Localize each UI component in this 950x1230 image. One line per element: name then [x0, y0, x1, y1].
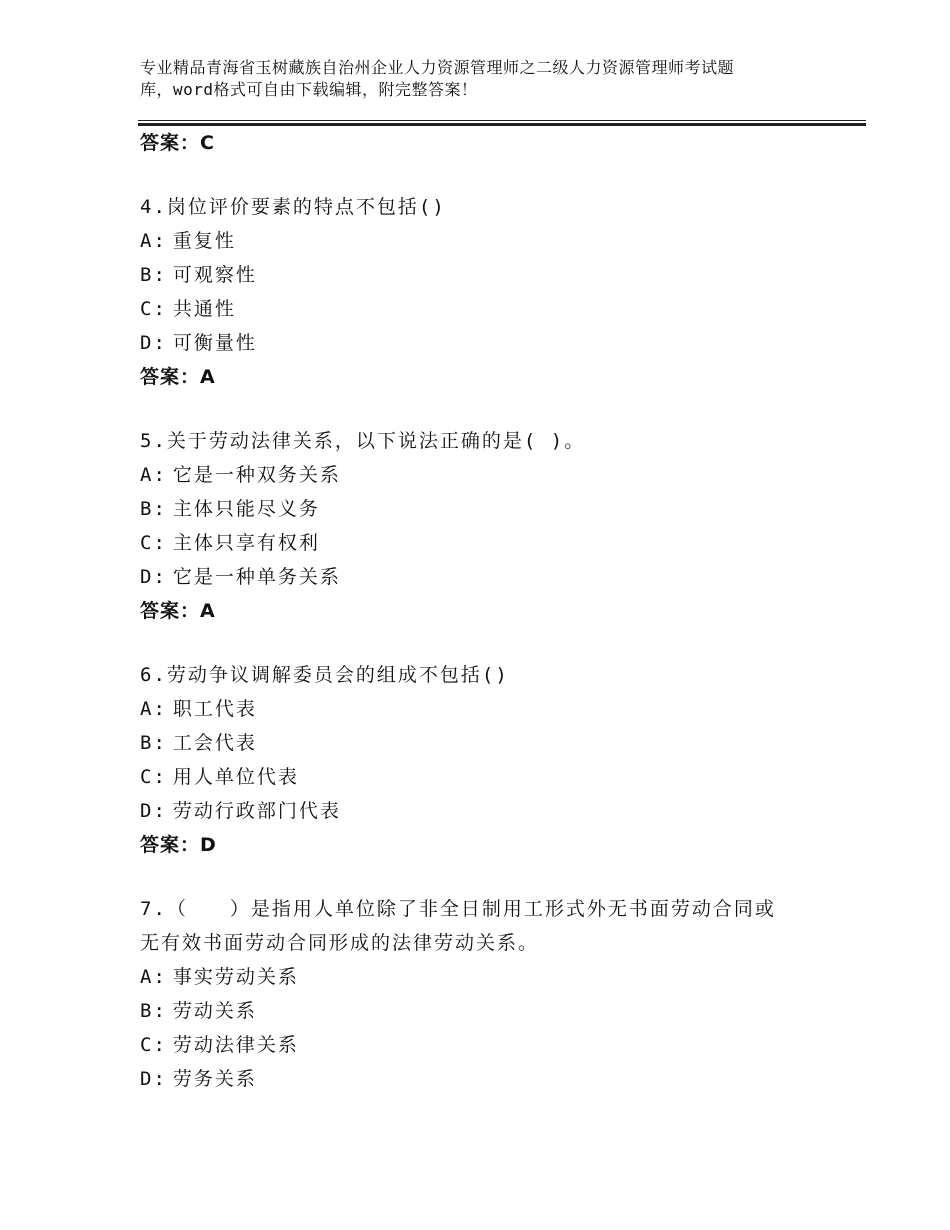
answer-value: A: [200, 366, 216, 388]
option-key: A:: [140, 698, 167, 720]
option-key: C:: [140, 532, 167, 554]
option-key: A:: [140, 230, 167, 252]
option-b: [140, 726, 860, 760]
option-key: D:: [140, 800, 167, 822]
option-key: D:: [140, 332, 167, 354]
answer-line: [140, 360, 860, 394]
answer-label: 答案：: [140, 366, 201, 388]
option-text: 劳动行政部门代表: [172, 800, 341, 822]
option-key: A:: [140, 464, 167, 486]
answer-value: C: [200, 132, 215, 154]
option-c: [140, 292, 860, 326]
option-key: C:: [140, 766, 167, 788]
answer-label: 答案：: [140, 132, 201, 154]
question-text: 5.关于劳动法律关系，以下说法正确的是( )。: [140, 430, 586, 452]
header-line-2: 库，word格式可自由下载编辑，附完整答案！: [140, 80, 478, 99]
option-a: [140, 224, 860, 258]
option-key: B:: [140, 1000, 167, 1022]
header-line-1: 专业精品青海省玉树藏族自治州企业人力资源管理师之二级人力资源管理师考试题: [140, 58, 735, 77]
option-c: [140, 1028, 860, 1062]
header-divider-thin: [138, 120, 866, 121]
option-key: D:: [140, 1068, 167, 1090]
answer-label: 答案：: [140, 600, 201, 622]
question-list: [140, 126, 860, 1096]
option-c: [140, 526, 860, 560]
option-key: B:: [140, 264, 167, 286]
question-block: [140, 190, 860, 394]
option-text: 主体只享有权利: [172, 532, 320, 554]
option-text: 劳动法律关系: [172, 1034, 299, 1056]
option-key: C:: [140, 298, 167, 320]
option-a: [140, 458, 860, 492]
option-b: [140, 258, 860, 292]
option-text: 它是一种单务关系: [172, 566, 341, 588]
option-d: [140, 794, 860, 828]
option-text: 共通性: [172, 298, 236, 320]
option-text: 工会代表: [172, 732, 257, 754]
option-key: C:: [140, 1034, 167, 1056]
option-d: [140, 560, 860, 594]
option-key: B:: [140, 498, 167, 520]
answer-label: 答案：: [140, 834, 201, 856]
option-a: [140, 692, 860, 726]
option-b: [140, 492, 860, 526]
option-text: 可观察性: [172, 264, 257, 286]
question-block: [140, 424, 860, 628]
answer-line: [140, 126, 860, 160]
answer-line: [140, 828, 860, 862]
option-text: 可衡量性: [172, 332, 257, 354]
option-text: 重复性: [172, 230, 236, 252]
answer-value: D: [200, 834, 217, 856]
question-text: 7.（ ）是指用人单位除了非全日制用工形式外无书面劳动合同或: [140, 898, 776, 920]
answer-value: A: [200, 600, 216, 622]
option-text: 它是一种双务关系: [172, 464, 341, 486]
question-text: 6.劳动争议调解委员会的组成不包括(): [140, 664, 509, 686]
option-text: 劳动关系: [172, 1000, 257, 1022]
option-a: [140, 960, 860, 994]
option-text: 劳务关系: [172, 1068, 257, 1090]
option-text: 事实劳动关系: [172, 966, 299, 988]
question-text: 4.岗位评价要素的特点不包括(): [140, 196, 446, 218]
question-block: [140, 658, 860, 862]
option-c: [140, 760, 860, 794]
document-header: [140, 57, 840, 101]
option-text: 主体只能尽义务: [172, 498, 320, 520]
option-d: [140, 326, 860, 360]
option-b: [140, 994, 860, 1028]
question-text-continued: 无有效书面劳动合同形成的法律劳动关系。: [140, 932, 540, 954]
answer-line: [140, 594, 860, 628]
option-d: [140, 1062, 860, 1096]
question-block: [140, 892, 860, 1096]
option-key: A:: [140, 966, 167, 988]
option-key: D:: [140, 566, 167, 588]
option-key: B:: [140, 732, 167, 754]
option-text: 用人单位代表: [172, 766, 299, 788]
option-text: 职工代表: [172, 698, 257, 720]
